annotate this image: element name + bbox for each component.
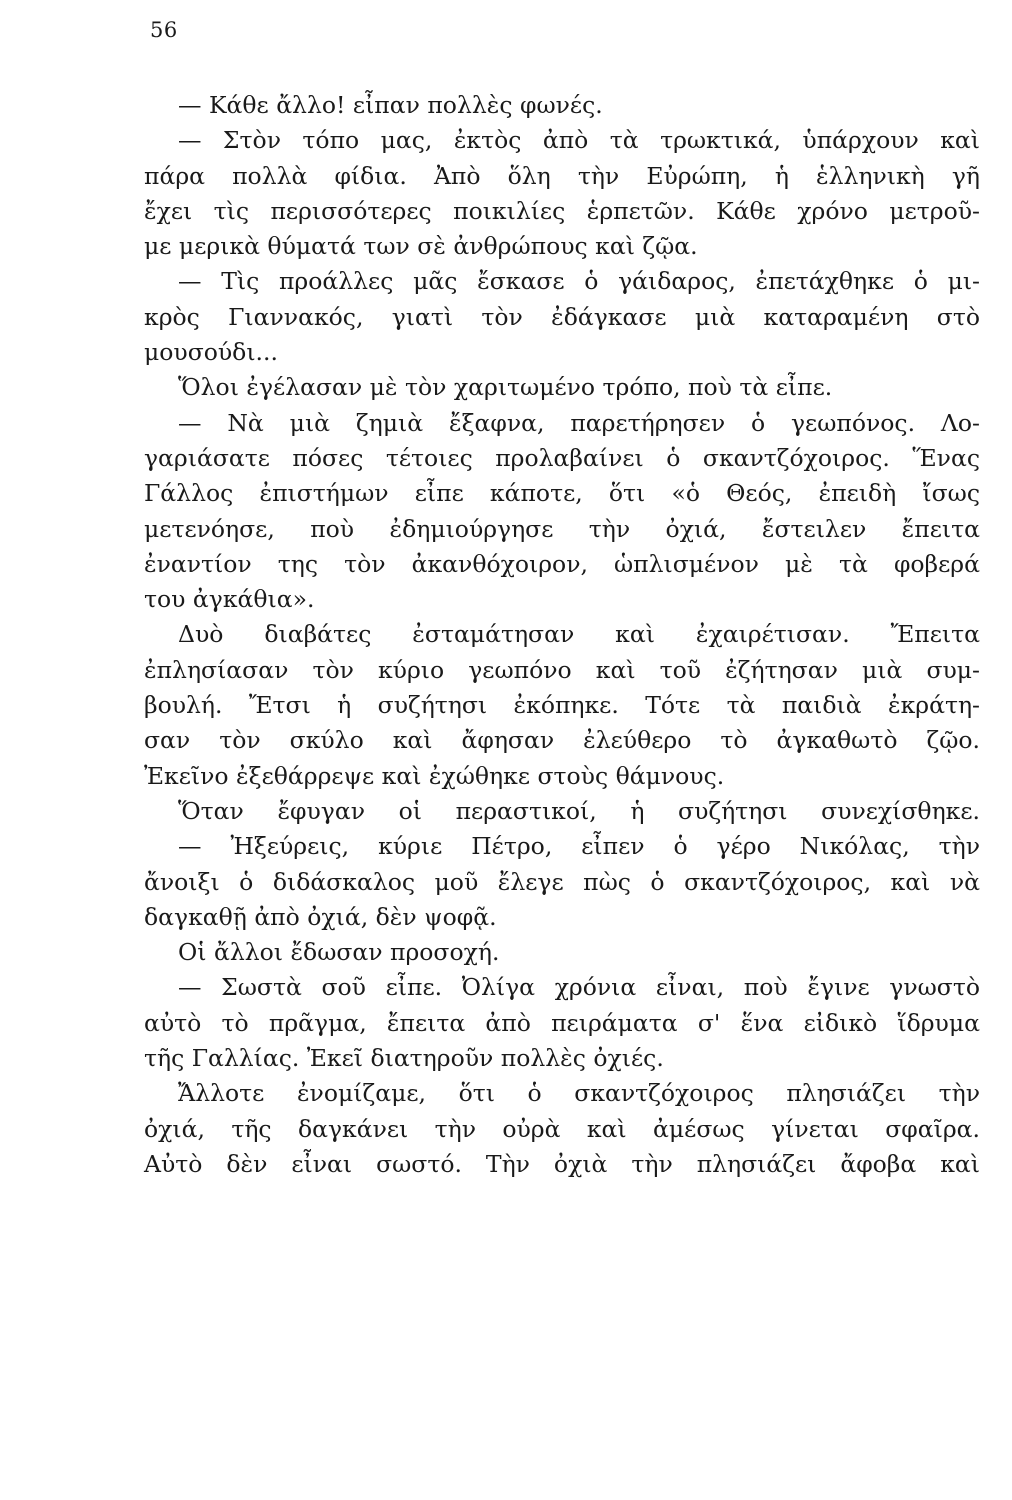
text-line: ἐναντίον της τὸν ἀκανθόχοιρον, ὡπλισμένον μὲ τὰ φοβερά [144, 549, 980, 578]
text-line: — Σωστὰ σοῦ εἶπε. Ὀλίγα χρόνια εἶναι, ποὺ ἔγινε γνωστὸ [178, 973, 980, 1002]
text-line: ἄνοιξι ὁ διδάσκαλος μοῦ ἔλεγε πὼς ὁ σκαντζόχοιρος, καὶ νὰ [144, 867, 980, 896]
text-line: Γάλλος ἐπιστήμων εἶπε κάποτε, ὅτι «ὁ Θεός, ἐπειδὴ ἴσως [144, 479, 980, 508]
text-line: — Νὰ μιὰ ζημιὰ ἔξαφνα, παρετήρησεν ὁ γεωπόνος. Λο- [178, 408, 980, 437]
text-line: Ὅλοι ἐγέλασαν μὲ τὸν χαριτωμένο τρόπο, ποὺ τὰ εἶπε. [178, 373, 833, 402]
text-line: ὀχιά, τῆς δαγκάνει τὴν οὐρὰ καὶ ἀμέσως γίνεται σφαῖρα. [144, 1114, 980, 1143]
text-line: αὐτὸ τὸ πρᾶγμα, ἔπειτα ἀπὸ πειράματα σ' ἕνα εἰδικὸ ἵδρυμα [144, 1008, 980, 1037]
page-number: 56 [150, 18, 178, 42]
text-line: ἔχει τὶς περισσότερες ποικιλίες ἑρπετῶν. Κάθε χρόνο μετροῦ- [144, 196, 980, 225]
text-line: γαριάσατε πόσες τέτοιες προλαβαίνει ὁ σκαντζόχοιρος. Ἕνας [144, 443, 980, 472]
text-line: — Ἠξεύρεις, κύριε Πέτρο, εἶπεν ὁ γέρο Νικόλας, τὴν [178, 832, 980, 861]
text-line: — Τὶς προάλλες μᾶς ἔσκασε ὁ γάιδαρος, ἐπετάχθηκε ὁ μι- [178, 267, 980, 296]
text-line: Ἄλλοτε ἐνομίζαμε, ὅτι ὁ σκαντζόχοιρος πλησιάζει τὴν [178, 1079, 980, 1108]
text-line: — Στὸν τόπο μας, ἐκτὸς ἀπὸ τὰ τρωκτικά, ὑπάρχουν καὶ [178, 126, 980, 155]
text-line: ἐπλησίασαν τὸν κύριο γεωπόνο καὶ τοῦ ἐζήτησαν μιὰ συμ- [144, 655, 980, 684]
text-line: Ἐκεῖνο ἐξεθάρρεψε καὶ ἐχώθηκε στοὺς θάμνους. [144, 761, 725, 790]
text-line: μετενόησε, ποὺ ἐδημιούργησε τὴν ὀχιά, ἔστειλεν ἔπειτα [144, 514, 980, 543]
text-line: πάρα πολλὰ φίδια. Ἀπὸ ὅλη τὴν Εὐρώπη, ἡ ἑλληνικὴ γῆ [144, 161, 980, 190]
text-line: σαν τὸν σκύλο καὶ ἄφησαν ἐλεύθερο τὸ ἀγκαθωτὸ ζῷο. [144, 726, 980, 755]
text-line: δαγκαθῇ ἀπὸ ὀχιά, δὲν ψοφᾷ. [144, 902, 497, 931]
text-line: με μερικὰ θύματά των σὲ ἀνθρώπους καὶ ζῷα. [144, 232, 698, 261]
text-line: βουλή. Ἔτσι ἡ συζήτησι ἐκόπηκε. Τότε τὰ παιδιὰ ἐκράτη- [144, 691, 980, 720]
text-line: Δυὸ διαβάτες ἐσταμάτησαν καὶ ἐχαιρέτισαν. Ἔπειτα [178, 620, 980, 649]
body-text [144, 88, 980, 1182]
text-line: τῆς Γαλλίας. Ἐκεῖ διατηροῦν πολλὲς ὀχιές. [144, 1044, 664, 1073]
text-line: — Κάθε ἄλλο! εἶπαν πολλὲς φωνές. [178, 91, 603, 119]
text-line: του ἀγκάθια». [144, 585, 315, 614]
text-line: μουσούδι... [144, 338, 278, 367]
text-line: Ὅταν ἔφυγαν οἱ περαστικοί, ἡ συζήτησι συνεχίσθηκε. [178, 796, 980, 825]
text-line: Οἱ ἄλλοι ἔδωσαν προσοχή. [178, 938, 500, 967]
text-line: κρὸς Γιαννακός, γιατὶ τὸν ἐδάγκασε μιὰ καταραμένη στὸ [144, 302, 980, 331]
text-line: Αὐτὸ δὲν εἶναι σωστό. Τὴν ὀχιὰ τὴν πλησιάζει ἄφοβα καὶ [144, 1149, 980, 1178]
